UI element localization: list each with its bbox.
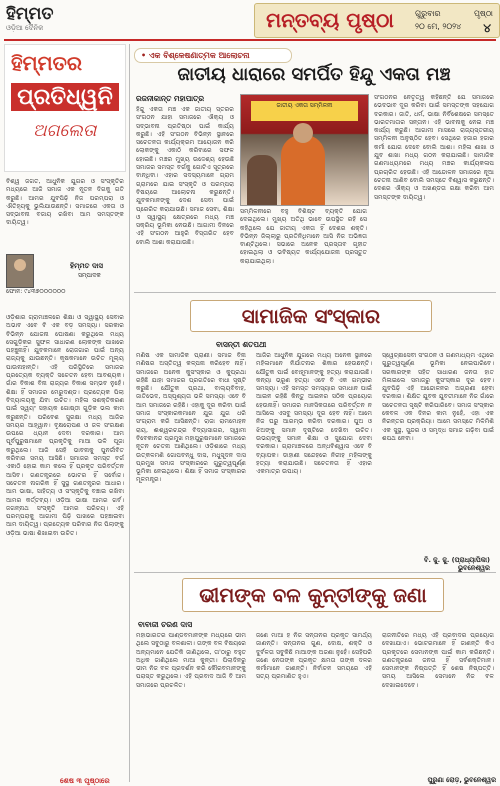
continued-link[interactable]: ଶେଷ ୩ ପୃଷ୍ଠାରେ <box>60 777 110 785</box>
photo-person-bg <box>247 155 277 205</box>
story1-headline: ଜାତୀୟ ଧାରାରେ ସମର୍ପିତ ହିନ୍ଦୁ ଏକତା ମଞ୍ଚ <box>177 64 451 85</box>
author-photo <box>6 254 34 288</box>
story2-signature: ବି. ଜୁ. ଜୁ. (ପ୍ରାଧ୍ୟାପିକା) ଭୁବନେଶ୍ୱର <box>424 556 490 572</box>
photo-person <box>281 135 325 205</box>
story2-column-3: ସ୍ୱେଚ୍ଛାସେବୀ ସଂଗଠନ ଓ ଗଣମାଧ୍ୟମ ଏଥିରେ ଗୁରୁତ୍ୱପୂର୍ଣ୍ଣ ଭୂମିକା ନେଇପାରିବେ। ସରକାରଙ୍କ ସହିତ ସାଧାରଣ ଜନତା ହାତ ମିଳାଇଲେ ସମାଜରୁ କୁସଂସ୍କାର ଦୂର ହେବ। ଯୁବପିଢ଼ି ଏହି ଆନ୍ଦୋଳନର ଅଗ୍ରଣୀ ହେବା ଦରକାର। ଶିକ୍ଷିତ ଯୁବକ ଯୁବତୀମାନେ ନିଜ ଗାଁରେ ସଚେତନତା ସୃଷ୍ଟି କରିପାରିବେ। ସମାଜ ସଂସ୍କାର କେବଳ ଏକ ଦିନର କାମ ନୁହେଁ, ଏହା ଏକ ନିରନ୍ତର ପ୍ରକ୍ରିୟା। ଆମେ ସମସ୍ତେ ମିଳିମିଶି ଏକ ସୁସ୍ଥ, ସୁନ୍ଦର ଓ ସମୃଦ୍ଧ ସମାଜ ଗଢ଼ିବା ପାଇଁ ଶପଥ ନେବା। <box>382 352 494 442</box>
sidebar-text-intro: ବିଶ୍ୱ ଜଗତ, ଆଧୁନିକ ଯୁଗର ଓ ସଂସ୍କୃତିର ମଧ୍ୟରେ ଆଜି ସମାଜ ଏକ ନୂତନ ଦିଗକୁ ଗତି କରୁଛି। ଆମର ଯୁବପିଢ଼ି ନିଜ ପରମ୍ପରା ଓ ଐତିହ୍ୟକୁ ଭୁଲିଯାଉଛନ୍ତି। ସମାଜରେ ଏକତା ଓ ସଦ୍ଭାବନା ବଜାୟ ରଖିବା ଆମ ସମସ୍ତଙ୍କ ଦାୟିତ୍ୱ। <box>6 178 124 227</box>
column-logo <box>4 44 126 172</box>
masthead-rule <box>4 39 496 41</box>
story3-column-3: ରାଜନୀତିରେ ମଧ୍ୟ ଏହି ପ୍ରବାଦର ପ୍ରୟୋଗ ଦେଖାଯାଏ। ଭୋଟରମାନେ ହିଁ ଜାଣନ୍ତି କିଏ ପ୍ରକୃତରେ ସେମାନଙ୍କ ପାଇଁ କାମ କରିଛନ୍ତି। ଗଣତନ୍ତ୍ରରେ ଜନତା ହିଁ ସର୍ବଶକ୍ତିମାନ। ସେମାନଙ୍କ ନିଷ୍ପତ୍ତି ହିଁ ଶେଷ ନିଷ୍ପତ୍ତି। ସମୟ ଆସିଲେ ସେମାନେ ନିଜ ବଳ ଦେଖାଇଦେବେ। <box>382 632 494 689</box>
author-box <box>6 252 124 312</box>
story1-column-1: ହିନ୍ଦୁ ଏକତା ମଞ୍ଚ ଏକ ଜାତୀୟ ସ୍ତରର ସଂଗଠନ ଯାହା ସମାଜରେ ଐକ୍ୟ ଓ ସଦ୍ଭାବନା ପ୍ରତିଷ୍ଠା ପାଇଁ କାର୍ଯ୍ୟ କରୁଛି। ଏହି ସଂଗଠନ ବିଭିନ୍ନ ସ୍ଥାନରେ ସଚେତନତା କାର୍ଯ୍ୟକ୍ରମ ଆୟୋଜନ କରି ଲୋକଙ୍କୁ ଏକାଠି କରିବାରେ ସଫଳ ହୋଇଛି। ମଞ୍ଚର ମୁଖ୍ୟ ଉଦ୍ଦେଶ୍ୟ ହେଉଛି ସମାଜର ସମସ୍ତ ବର୍ଗକୁ ଗୋଟିଏ ସୂତ୍ରରେ ବାନ୍ଧିବା। ଏହାର ସଦସ୍ୟମାନେ ଗ୍ରାମ ଗ୍ରାମରେ ଯାଇ ସଂସ୍କୃତି ଓ ପରମ୍ପରା ବିଷୟରେ ଆଲୋଚନା କରୁଛନ୍ତି। ଯୁବକମାନଙ୍କୁ ଦେଶ ସେବା ପାଇଁ ପ୍ରେରିତ କରାଯାଉଛି। ସମାଜ ସେବା, ଶିକ୍ଷା ଓ ସ୍ୱାସ୍ଥ୍ୟ କ୍ଷେତ୍ରରେ ମଧ୍ୟ ମଞ୍ଚ ସକ୍ରିୟ ଭୂମିକା ନେଉଛି। ଆଗାମୀ ଦିନରେ ଏହି ସଂଗଠନ ଆହୁରି ବିସ୍ତାରିତ ହେବ ବୋଲି ଆଶା କରାଯାଉଛି। <box>136 106 234 246</box>
author-role: ସମ୍ପାଦକ <box>78 272 101 279</box>
story3-column-2: ଜଣେ ମାଆ ହିଁ ନିଜ ସନ୍ତାନର ପ୍ରକୃତ ସାମର୍ଥ୍ୟ ଜାଣନ୍ତି। ସନ୍ତାନର ଗୁଣ, ଦୋଷ, ଶକ୍ତି ଓ ଦୁର୍ବଳତା ସବୁକିଛି ମାଆଙ୍କ ଅଜଣା ନୁହେଁ। ସେହିପରି ଜଣେ ନେତାଙ୍କ ପ୍ରକୃତ କ୍ଷମତା ତାଙ୍କ ଦଳର କର୍ମୀମାନେ ଜାଣନ୍ତି। ନିର୍ବାଚନ ସମୟରେ ଏହି ସତ୍ୟ ପ୍ରମାଣିତ ହୁଏ। <box>256 632 372 681</box>
story2-headline: ସାମାଜିକ ସଂସ୍କାର <box>190 300 432 332</box>
story1-column-2: ସମ୍ମିଳନୀରେ ବହୁ ବିଶିଷ୍ଟ ବ୍ୟକ୍ତି ଯୋଗ ଦେଇଥିଲେ। ମୁଖ୍ୟ ଅତିଥି ଭାବେ ଉପସ୍ଥିତ ରହି ସେ କହିଥିଲେ ଯେ ଜାତୀୟ ଏକତା ହିଁ ଦେଶର ଶକ୍ତି। ବିଭିନ୍ନ ଜିଲ୍ଲାରୁ ପ୍ରତିନିଧିମାନେ ଆସି ନିଜ ଅଭିଜ୍ଞତା ବାଣ୍ଟିଥିଲେ। ସଭାରେ ଅନେକ ପ୍ରସ୍ତାବ ଗୃହୀତ ହୋଇଥିଲା ଓ ଭବିଷ୍ୟତ କାର୍ଯ୍ୟଯୋଜନା ପ୍ରସ୍ତୁତ କରାଯାଇଥିଲା। <box>240 208 367 265</box>
story1-photo <box>240 94 369 206</box>
story1-byline: ରଜନୀକାନ୍ତ ମହାପାତ୍ର <box>136 94 205 103</box>
column-divider <box>129 44 130 782</box>
page-number: ୪ <box>483 21 491 35</box>
story-divider <box>134 572 496 573</box>
story-kicker: • ଏକ ବିଶ୍ଳେଷଣାତ୍ମକ ଆଲୋଚନା <box>134 48 292 63</box>
story2-column-2: ଆଜିର ଆଧୁନିକ ଯୁଗରେ ମଧ୍ୟ ଅନେକ ସ୍ଥାନରେ ମହିଳାମାନେ ନିର୍ଯାତନାର ଶିକାର ହେଉଛନ୍ତି। ଯୌତୁକ ପାଇଁ ବୋହୂମାନଙ୍କୁ ହତ୍ୟା କରାଯାଉଛି। କନ୍ୟା ଭ୍ରୂଣ ହତ୍ୟା ଏବେ ବି ଏକ ଗମ୍ଭୀର ସମସ୍ୟା। ଏହି ସମସ୍ତ ସମସ୍ୟାର ସମାଧାନ ପାଇଁ ଆଇନ ରହିଛି କିନ୍ତୁ ଆଇନର ସଠିକ ପ୍ରୟୋଗ ହେଉନାହିଁ। ସମାଜର ମାନସିକତାରେ ପରିବର୍ତ୍ତନ ନ ଆସିଲେ ଏସବୁ ସମସ୍ୟା ଦୂର ହେବ ନାହିଁ। ଆମେ ନିଜ ଘରୁ ଆରମ୍ଭ କରିବା ଦରକାର। ପୁଅ ଓ ଝିଅଙ୍କୁ ସମାନ ଦୃଷ୍ଟିରେ ଦେଖିବା ଉଚିତ। ଉଭୟଙ୍କୁ ସମାନ ଶିକ୍ଷା ଓ ସୁଯୋଗ ଦେବା ଦରକାର। ଗ୍ରାମାଞ୍ଚଳରେ ଅନ୍ଧବିଶ୍ୱାସ ଏବେ ବି ବ୍ୟାପକ। ଡାହାଣୀ ସନ୍ଦେହରେ ନିରୀହ ମହିଳାଙ୍କୁ ହତ୍ୟା କରାଯାଉଛି। ସଚେତନତା ହିଁ ଏହାର ଏକମାତ୍ର ଉପାୟ। <box>256 352 372 476</box>
logo-text: ହିମ୍ମତ <box>6 4 54 24</box>
logo-tagline: ଓଡ଼ିଆ ଦୈନିକ <box>6 24 44 32</box>
story-divider <box>134 292 496 293</box>
story3-headline: ଭୀମଙ୍କ ବଳ କୁନ୍ତୀଙ୍କୁ ଜଣା <box>182 578 444 612</box>
story1-column-3: ସଂଗଠନର ନେତୃତ୍ୱ କହିଛନ୍ତି ଯେ ସମାଜରେ ଭେଦଭାବ ଦୂର କରିବା ପାଇଁ ସମସ୍ତଙ୍କ ସହଯୋଗ ଦରକାର। ଜାତି, ଧର୍ମ, ଭାଷା ନିର୍ବିଶେଷରେ ସମସ୍ତେ ଭାରତମାତାର ସନ୍ତାନ। ଏହି ଭାବନାକୁ ନେଇ ମଞ୍ଚ କାର୍ଯ୍ୟ କରୁଛି। ଆଗାମୀ ମାସରେ ରାଜ୍ୟସ୍ତରୀୟ ସମ୍ମିଳନୀ ଅନୁଷ୍ଠିତ ହେବ। ସେଥିରେ ହଜାର ହଜାର କର୍ମୀ ଯୋଗ ଦେବେ ବୋଲି ଆଶା। ମହିଳା ଶାଖା ଓ ଯୁବ ଶାଖା ମଧ୍ୟ ଗଠନ କରାଯାଇଛି। ସାମାଜିକ ଗଣମାଧ୍ୟମରେ ମଧ୍ୟ ମଞ୍ଚର କାର୍ଯ୍ୟକଳାପ ପ୍ରଚାରିତ ହେଉଛି। ଏହି ଆନ୍ଦୋଳନ ସମାଜରେ ନୂଆ ଚେତନା ଆଣିବ ବୋଲି ସମସ୍ତେ ବିଶ୍ୱାସ କରୁଛନ୍ତି। ଦେଶର ଐକ୍ୟ ଓ ଅଖଣ୍ଡତା ରକ୍ଷା କରିବା ଆମ ସମସ୍ତଙ୍କ ଦାୟିତ୍ୱ। <box>374 94 494 201</box>
author-name: ହିମ୍ମତ ଦାସ <box>70 262 103 270</box>
issue-date: ୨୦ ମେ, ୨୦୨୪ <box>415 22 462 31</box>
author-contact: ଫୋନ: ୯୪୩୭୦୦୦୦୦୦ <box>6 288 66 295</box>
column-logo-subtitle: ପ୍ରତିଧ୍ୱନି <box>11 83 119 111</box>
page-title: ମନ୍ତବ୍ୟ ପୃଷ୍ଠା <box>266 8 394 32</box>
story3-footer: ପୁରୁଣା ରୋଡ଼, ଭୁବନେଶ୍ୱର <box>427 776 496 784</box>
page-label: ପୃଷ୍ଠା <box>473 9 493 18</box>
page-banner <box>254 3 500 38</box>
story2-byline: ବାସନ୍ତୀ ଶତପଥୀ <box>216 340 267 349</box>
masthead-logo <box>6 4 68 32</box>
photo-banner: ଜାତୀୟ ଏକତା ସମ୍ମିଳନୀ <box>251 101 358 121</box>
sidebar-text-body: ଓଡ଼ିଶାର ଗ୍ରାମାଞ୍ଚଳରେ ଶିକ୍ଷା ଓ ସ୍ୱାସ୍ଥ୍ୟ ସେବାର ଅଭାବ ଏବେ ବି ଏକ ବଡ଼ ସମସ୍ୟା। ସରକାର ବିଭିନ୍ନ ଯୋଜନା ଘୋଷଣା କରୁଥିଲେ ମଧ୍ୟ ସେଗୁଡ଼ିକର ସୁଫଳ ସାଧାରଣ ଲୋକଙ୍କ ପାଖରେ ପହଞ୍ଚୁନାହିଁ। ଯୁବକମାନେ ରୋଜଗାର ପାଇଁ ଅନ୍ୟ ରାଜ୍ୟକୁ ଯାଉଛନ୍ତି। କୃଷକମାନେ ଉଚିତ ମୂଲ୍ୟ ପାଉନାହାନ୍ତି। ଏହି ପରିସ୍ଥିତିରେ ସମାଜର ପ୍ରତ୍ୟେକ ବ୍ୟକ୍ତି ସଚେତନ ହେବା ଆବଶ୍ୟକ। ଗାଁର ବିକାଶ ବିନା ରାଜ୍ୟର ବିକାଶ ସମ୍ଭବ ନୁହେଁ। ଶିକ୍ଷା ହିଁ ସମାଜର ମେରୁଦଣ୍ଡ। ପ୍ରତ୍ୟେକ ପିଲା ବିଦ୍ୟାଳୟକୁ ଯିବା ଉଚିତ। ମହିଳା ସଶକ୍ତିକରଣ ପାଇଁ ସ୍ୱୟଂ ସହାୟକ ଗୋଷ୍ଠୀ ଗୁଡ଼ିକ ଭଲ କାମ କରୁଛନ୍ତି। ପରିବେଶ ସୁରକ୍ଷା ମଧ୍ୟ ଆଜିର ସମୟର ଆହ୍ୱାନ। ବୃକ୍ଷରୋପଣ ଓ ଜଳ ସଂରକ୍ଷଣ ଉପରେ ଧ୍ୟାନ ଦେବା ଦରକାର। ଆମ ପୂର୍ବପୁରୁଷମାନେ ପ୍ରକୃତିକୁ ମାଆ ଭଳି ପୂଜା କରୁଥିଲେ। ଆଜି ସେହି ଭାବନାକୁ ପୁନର୍ଜୀବିତ କରିବାର ସମୟ ଆସିଛି। ସମାଜର ସମସ୍ତ ବର୍ଗ ଏକାଠି ହୋଇ କାମ କଲେ ହିଁ ପ୍ରକୃତ ପରିବର୍ତ୍ତନ ଆସିବ। ଗଣତନ୍ତ୍ରରେ ଭୋଟର ହିଁ ସର୍ବୋଚ୍ଚ। ସଚେତନ ନାଗରିକ ହିଁ ସୁସ୍ଥ ଗଣତନ୍ତ୍ରର ଆଧାର। ଆମ ଭାଷା, ସାହିତ୍ୟ ଓ ସଂସ୍କୃତିକୁ ବଞ୍ଚାଇ ରଖିବା ଆମର କର୍ତ୍ତବ୍ୟ। ଓଡ଼ିଆ ଭାଷା ଆମର ଗର୍ବ। ଜଗନ୍ନାଥ ସଂସ୍କୃତି ଆମର ପରିଚୟ। ଏହି ପରମ୍ପରାକୁ ଆଗାମୀ ପିଢ଼ି ପାଖରେ ପହଞ୍ଚାଇବା ଆମ ଦାୟିତ୍ୱ। ପ୍ରତ୍ୟେକ ପରିବାର ନିଜ ପିଲାଙ୍କୁ ଓଡ଼ିଆ ଭାଷା ଶିଖାଇବା ଉଚିତ। <box>6 314 124 537</box>
story2-column-1: ମଣିଷ ଏକ ସାମାଜିକ ପ୍ରାଣୀ। ସମାଜ ବିନା ମଣିଷର ଅସ୍ତିତ୍ୱ କଳ୍ପନା କରିହେବ ନାହିଁ। ସମାଜରେ ଅନେକ କୁସଂସ୍କାର ଓ କୁପ୍ରଥା ରହିଛି ଯାହା ସମାଜର ପ୍ରଗତିରେ ବାଧା ସୃଷ୍ଟି କରୁଛି। ଯୌତୁକ ପ୍ରଥା, ବାଲ୍ୟବିବାହ, ଜାତିଭେଦ, ଅସ୍ପୃଶ୍ୟତା ଭଳି ସମସ୍ୟା ଏବେ ବି ଆମ ସମାଜରେ ରହିଛି। ଏହାକୁ ଦୂର କରିବା ପାଇଁ ସମାଜ ସଂସ୍କାରକମାନେ ଯୁଗ ଯୁଗ ଧରି ସଂଗ୍ରାମ କରି ଆସିଛନ୍ତି। ରାଜା ରାମମୋହନ ରାୟ, ଈଶ୍ୱରଚନ୍ଦ୍ର ବିଦ୍ୟାସାଗର, ସ୍ୱାମୀ ବିବେକାନନ୍ଦ ପ୍ରମୁଖ ମହାପୁରୁଷମାନେ ସମାଜରେ ନୂତନ ଚେତନା ଆଣିଥିଲେ। ଓଡ଼ିଶାରେ ମଧ୍ୟ ଉତ୍କଳମଣି ଗୋପବନ୍ଧୁ ଦାସ, ମଧୁସୂଦନ ଦାସ ପ୍ରମୁଖ ସମାଜ ସଂସ୍କାରରେ ଗୁରୁତ୍ୱପୂର୍ଣ୍ଣ ଭୂମିକା ନେଇଥିଲେ। ଶିକ୍ଷା ହିଁ ସମାଜ ସଂସ୍କାରର ମୂଳମନ୍ତ୍ର। <box>136 352 246 484</box>
column-logo-title: ହିମ୍ମତର <box>11 51 82 75</box>
column-logo-tag: ଅଗଲେତା <box>33 121 97 141</box>
photo-person-head <box>293 123 313 143</box>
story3-column-1: ମହାଭାରତର ପାଣ୍ଡବମାନଙ୍କ ମଧ୍ୟରେ ଭୀମ ଥିଲେ ସବୁଠାରୁ ବଳଶାଳୀ। ତାଙ୍କ ବଳ ବିଷୟରେ ଅନ୍ୟମାନେ ଯେତିକି ଜାଣିଥିଲେ, ତା'ଠାରୁ ବହୁତ ଅଧିକ ଜାଣିଥିଲେ ମାଆ କୁନ୍ତୀ। ପିଲାଦିନରୁ ଭୀମ ନିଜ ବଳ ପ୍ରଦର୍ଶନ କରି କୌରବମାନଙ୍କୁ ପରାସ୍ତ କରୁଥିଲେ। ଏହି ପ୍ରବାଦ ଆଜି ବି ଆମ ସମାଜରେ ପ୍ରଚଳିତ। <box>136 632 246 689</box>
story3-byline: ବାବାଜୀ ଚରଣ ଦାସ <box>138 620 193 629</box>
issue-day: ଗୁରୁବାର <box>415 9 441 18</box>
